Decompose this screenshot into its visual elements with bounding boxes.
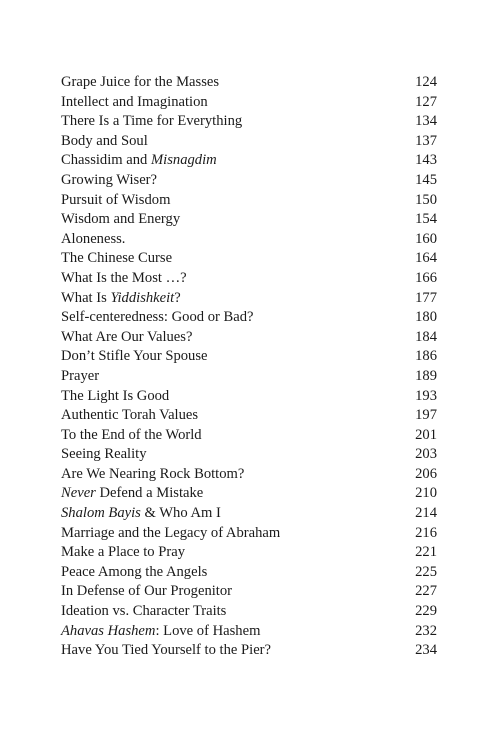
toc-title-segment: Have You Tied Yourself to the Pier?	[61, 642, 272, 659]
toc-entry	[61, 582, 437, 602]
toc-title-segment: In Defense of Our Progenitor	[61, 583, 233, 600]
toc-entry-title	[61, 406, 198, 426]
toc-entry-page-number: 127	[415, 93, 437, 110]
toc-entry	[61, 210, 437, 230]
toc-entry-page-number: 214	[415, 505, 437, 522]
toc-entry-page-number: 143	[415, 152, 437, 169]
toc-entry-title	[61, 230, 125, 250]
toc-entry-title	[61, 151, 217, 171]
toc-entry	[61, 347, 437, 367]
toc-entry	[61, 132, 437, 152]
toc-entry-title	[61, 308, 254, 328]
toc-title-segment: Don’t Stifle Your Spouse	[61, 348, 208, 365]
table-of-contents	[61, 73, 437, 661]
toc-title-italic-segment: Shalom Bayis	[61, 505, 141, 522]
toc-entry	[61, 641, 437, 661]
toc-title-segment: The Light Is Good	[61, 387, 170, 404]
toc-entry-page-number: 145	[415, 171, 437, 188]
toc-entry-page-number: 124	[415, 74, 437, 90]
toc-entry-title	[61, 445, 147, 465]
toc-title-italic-segment: Misnagdim	[151, 152, 217, 169]
toc-entry-page-number: 180	[415, 309, 437, 326]
toc-entry-page-number: 227	[415, 583, 437, 600]
toc-title-segment: Body and Soul	[61, 132, 148, 149]
toc-entry-title	[61, 171, 157, 191]
toc-entry-title	[61, 269, 187, 289]
toc-title-segment: Defend a Mistake	[95, 485, 204, 502]
toc-title-segment: To the End of the World	[61, 426, 202, 443]
toc-title-segment: ?	[174, 289, 181, 306]
toc-title-segment: Aloneness.	[61, 230, 126, 247]
toc-entry	[61, 622, 437, 642]
toc-entry	[61, 543, 437, 563]
toc-entry-page-number: 184	[415, 328, 437, 345]
toc-entry-title	[61, 367, 99, 387]
toc-entry	[61, 249, 437, 269]
toc-title-segment: What Is the Most …?	[61, 269, 187, 286]
toc-entry-title	[61, 543, 185, 563]
toc-title-segment: Pursuit of Wisdom	[61, 191, 171, 208]
toc-title-segment: Chassidim and	[61, 152, 151, 169]
toc-entry-title	[61, 249, 172, 269]
toc-title-segment: Wisdom and Energy	[61, 211, 181, 228]
toc-entry-title	[61, 563, 207, 583]
toc-title-italic-segment: Yiddishkeit	[110, 289, 175, 306]
toc-entry	[61, 426, 437, 446]
toc-entry	[61, 171, 437, 191]
toc-entry-page-number: 150	[415, 191, 437, 208]
toc-entry	[61, 465, 437, 485]
toc-entry	[61, 328, 437, 348]
toc-entry-title	[61, 602, 226, 622]
toc-entry	[61, 269, 437, 289]
toc-entry-title	[61, 112, 242, 132]
toc-entry	[61, 524, 437, 544]
toc-entry-page-number: 216	[415, 524, 437, 541]
toc-title-segment: Marriage and the Legacy of Abraham	[61, 524, 281, 541]
toc-entry-title	[61, 387, 169, 407]
toc-entry	[61, 289, 437, 309]
toc-entry-page-number: 221	[415, 544, 437, 561]
toc-title-segment: What Are Our Values?	[61, 328, 193, 345]
toc-title-segment: What Is	[61, 289, 111, 306]
toc-entry-title	[61, 524, 280, 544]
toc-entry-title	[61, 484, 203, 504]
toc-title-segment: There Is a Time for Everything	[61, 113, 243, 130]
toc-entry-title	[61, 328, 192, 348]
toc-entry-title	[61, 426, 202, 446]
toc-entry	[61, 504, 437, 524]
toc-entry-title	[61, 347, 208, 367]
toc-title-segment: Seeing Reality	[61, 446, 147, 463]
toc-entry-title	[61, 582, 232, 602]
toc-entry	[61, 112, 437, 132]
toc-entry-title	[61, 73, 219, 93]
toc-title-segment: Self-centeredness: Good or Bad?	[61, 309, 254, 326]
toc-entry-page-number: 203	[415, 446, 437, 463]
toc-entry-page-number: 232	[415, 622, 437, 639]
toc-title-segment: Authentic Torah Values	[61, 407, 199, 424]
toc-entry	[61, 563, 437, 583]
toc-title-segment: & Who Am I	[140, 505, 221, 522]
toc-entry-title	[61, 622, 260, 642]
toc-entry-page-number: 164	[415, 250, 437, 267]
toc-entry-page-number: 154	[415, 211, 437, 228]
toc-title-segment: Make a Place to Pray	[61, 544, 186, 561]
toc-entry	[61, 73, 437, 93]
toc-entry-title	[61, 504, 221, 524]
toc-entry-title	[61, 93, 208, 113]
toc-title-segment: Grape Juice for the Masses	[61, 74, 220, 90]
toc-entry-title	[61, 191, 170, 211]
toc-title-segment: Prayer	[61, 367, 100, 384]
toc-entry-page-number: 134	[415, 113, 437, 130]
toc-entry-page-number: 206	[415, 465, 437, 482]
toc-entry-page-number: 201	[415, 426, 437, 443]
toc-title-segment: Intellect and Imagination	[61, 93, 208, 110]
toc-entry-page-number: 137	[415, 132, 437, 149]
toc-entry	[61, 93, 437, 113]
toc-entry-page-number: 197	[415, 407, 437, 424]
toc-title-segment: Are We Nearing Rock Bottom?	[61, 465, 245, 482]
toc-entry	[61, 387, 437, 407]
toc-entry	[61, 602, 437, 622]
toc-entry-page-number: 210	[415, 485, 437, 502]
toc-entry-title	[61, 465, 244, 485]
toc-entry-title	[61, 289, 181, 309]
toc-entry	[61, 406, 437, 426]
toc-entry-page-number: 225	[415, 563, 437, 580]
toc-title-segment: Ideation vs. Character Traits	[61, 603, 227, 620]
toc-entry-page-number: 193	[415, 387, 437, 404]
toc-title-segment: Peace Among the Angels	[61, 563, 208, 580]
toc-entry	[61, 230, 437, 250]
toc-entry-title	[61, 132, 148, 152]
toc-entry-page-number: 160	[415, 230, 437, 247]
toc-entry	[61, 151, 437, 171]
toc-title-segment: Growing Wiser?	[61, 171, 158, 188]
toc-entry-page-number: 186	[415, 348, 437, 365]
toc-title-italic-segment: Ahavas Hashem	[61, 622, 156, 639]
toc-entry-title	[61, 641, 271, 661]
toc-entry	[61, 308, 437, 328]
toc-entry	[61, 191, 437, 211]
toc-title-italic-segment: Never	[61, 485, 96, 502]
toc-entry-page-number: 189	[415, 367, 437, 384]
toc-entry	[61, 445, 437, 465]
toc-entry-page-number: 177	[415, 289, 437, 306]
toc-entry	[61, 367, 437, 387]
toc-title-segment: The Chinese Curse	[61, 250, 173, 267]
toc-entry-page-number: 234	[415, 642, 437, 659]
toc-entry-title	[61, 210, 180, 230]
toc-entry	[61, 484, 437, 504]
toc-title-segment: : Love of Hashem	[155, 622, 261, 639]
toc-entry-page-number: 166	[415, 269, 437, 286]
toc-entry-page-number: 229	[415, 603, 437, 620]
